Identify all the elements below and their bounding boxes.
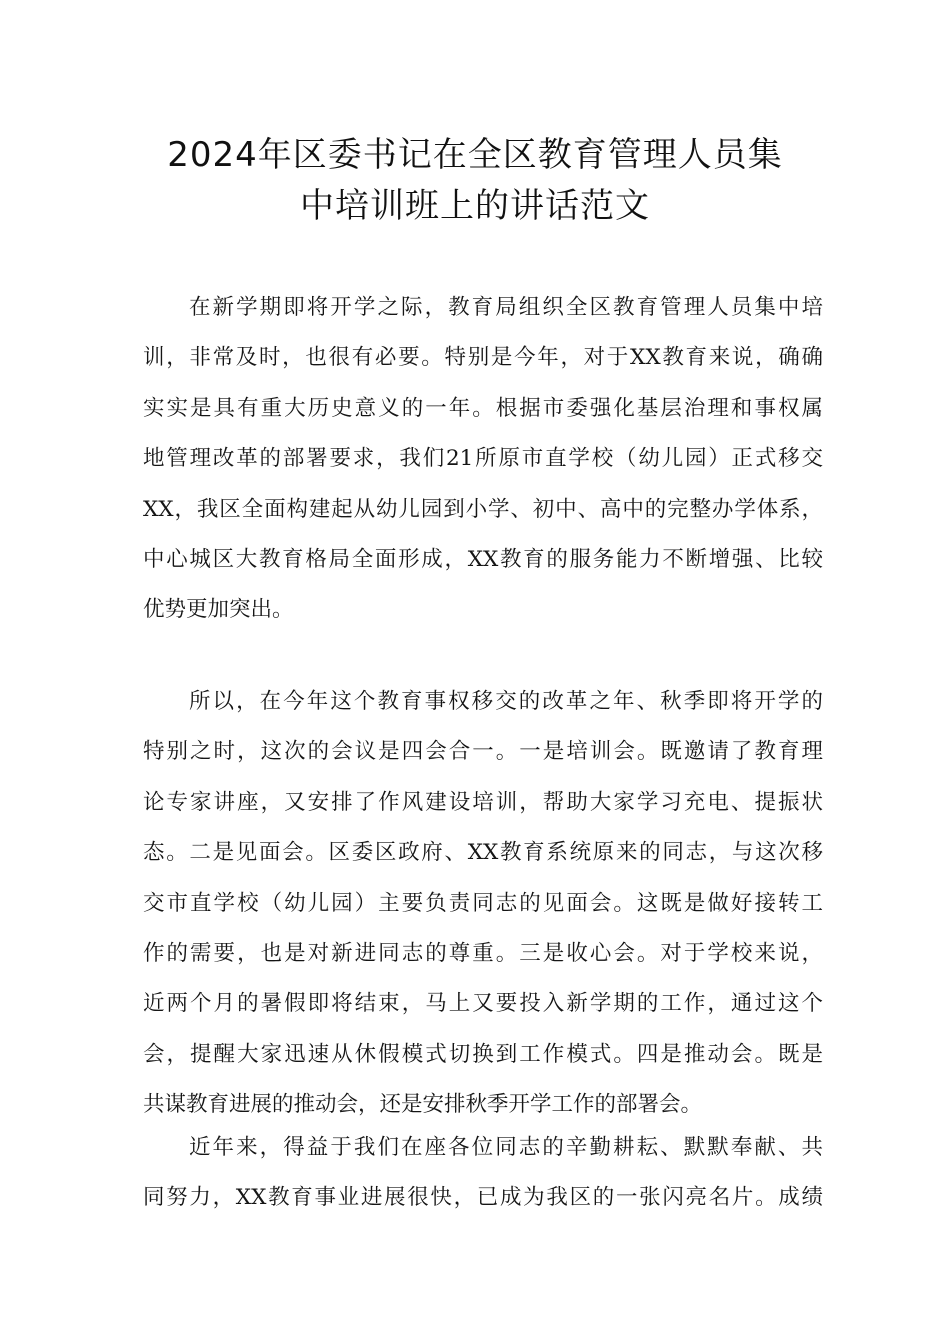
paragraph-line: 论专家讲座，又安排了作风建设培训，帮助大家学习充电、提振状 [143,789,823,815]
paragraph-line: 所以，在今年这个教育事权移交的改革之年、秋季即将开学的 [189,689,823,714]
paragraph-line: 同努力，XX教育事业进展很快，已成为我区的一张闪亮名片。成绩 [143,1185,823,1211]
paragraph-line: 特别之时，这次的会议是四会合一。一是培训会。既邀请了教育理 [143,739,823,765]
paragraph-line: 作的需要，也是对新进同志的尊重。三是收心会。对于学校来说， [143,940,823,966]
paragraph-line: 实实是具有重大历史意义的一年。根据市委强化基层治理和事权属 [143,395,823,421]
paragraph-line: 交市直学校（幼儿园）主要负责同志的见面会。这既是做好接转工 [143,890,823,916]
paragraph-line: 中心城区大教育格局全面形成，XX教育的服务能力不断增强、比较 [143,546,823,572]
paragraph-line: 近年来，得益于我们在座各位同志的辛勤耕耘、默默奉献、共 [189,1135,823,1160]
paragraph-line: 共谋教育进展的推动会，还是安排秋季开学工作的部署会。 [143,1092,703,1118]
title-line-1: 2024年区委书记在全区教育管理人员集 [167,135,783,175]
paragraph-line: 训，非常及时，也很有必要。特别是今年，对于XX教育来说，确确 [143,345,823,371]
document-title [120,130,830,232]
paragraph-1 [143,283,823,636]
paragraph-line: 态。二是见面会。区委区政府、XX教育系统原来的同志，与这次移 [143,840,823,866]
paragraph-2 [143,677,823,1131]
paragraph-line: 在新学期即将开学之际，教育局组织全区教育管理人员集中培 [189,295,823,320]
paragraph-3 [143,1123,823,1224]
paragraph-line: XX，我区全面构建起从幼儿园到小学、初中、高中的完整办学体系， [143,496,823,522]
paragraph-line: 优势更加突出。 [143,597,294,623]
title-line-2: 中培训班上的讲话范文 [300,186,650,226]
paragraph-line: 会，提醒大家迅速从休假模式切换到工作模式。四是推动会。既是 [143,1041,823,1067]
paragraph-line: 近两个月的暑假即将结束，马上又要投入新学期的工作，通过这个 [143,991,823,1017]
paragraph-line: 地管理改革的部署要求，我们21所原市直学校（幼儿园）正式移交 [143,446,823,472]
